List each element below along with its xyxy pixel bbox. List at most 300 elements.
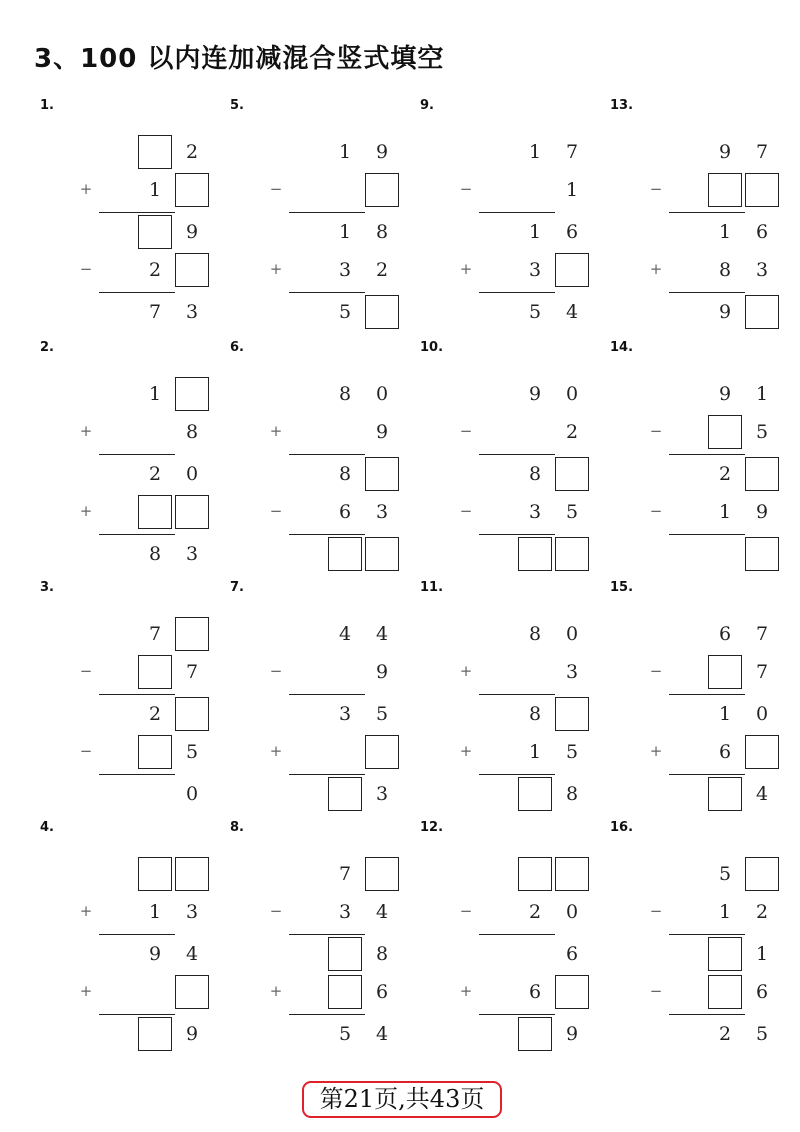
tens-digit: 5 — [718, 863, 732, 885]
ones-digit: 4 — [375, 901, 389, 923]
ones-answer-box[interactable] — [745, 735, 779, 769]
ones-digit: 0 — [565, 901, 579, 923]
ones-digit: 3 — [185, 901, 199, 923]
result-line — [479, 1014, 555, 1015]
equation-row — [78, 654, 218, 690]
ones-answer-box[interactable] — [555, 975, 589, 1009]
ones-digit: 2 — [375, 259, 389, 281]
ones-digit: 1 — [755, 383, 769, 405]
problem-1 — [40, 98, 230, 338]
equation-row — [458, 894, 598, 930]
equation-row — [268, 974, 408, 1010]
ones-answer-box[interactable] — [175, 857, 209, 891]
ones-digit: 7 — [565, 141, 579, 163]
tens-digit — [328, 655, 362, 689]
result-line — [289, 774, 365, 775]
equation-row — [268, 134, 408, 170]
result-line — [669, 774, 745, 775]
problem-7 — [230, 580, 420, 820]
equation-row — [648, 936, 788, 972]
tens-digit: 1 — [338, 141, 352, 163]
result-line — [289, 212, 365, 213]
equation-row — [268, 294, 408, 330]
ones-digit: 1 — [755, 943, 769, 965]
result-line — [479, 934, 555, 935]
tens-answer-box[interactable] — [328, 937, 362, 971]
problem-3 — [40, 580, 230, 820]
ones-answer-box[interactable] — [175, 975, 209, 1009]
result-line — [669, 454, 745, 455]
tens-answer-box[interactable] — [328, 537, 362, 571]
tens-digit: 8 — [528, 703, 542, 725]
equation-row — [268, 616, 408, 652]
tens-digit: 1 — [528, 221, 542, 243]
result-line — [479, 774, 555, 775]
ones-digit: 8 — [375, 221, 389, 243]
tens-answer-box[interactable] — [138, 1017, 172, 1051]
ones-answer-box[interactable] — [555, 253, 589, 287]
ones-digit: 6 — [565, 943, 579, 965]
equation-row — [648, 894, 788, 930]
tens-answer-box[interactable] — [708, 655, 742, 689]
equation-row — [78, 856, 218, 892]
tens-digit: 8 — [718, 259, 732, 281]
result-line — [99, 934, 175, 935]
equation-row — [458, 974, 598, 1010]
tens-digit: 9 — [148, 943, 162, 965]
ones-digit: 0 — [185, 783, 199, 805]
ones-answer-box[interactable] — [365, 457, 399, 491]
result-line — [99, 212, 175, 213]
tens-digit — [708, 537, 742, 571]
result-line — [99, 1014, 175, 1015]
ones-digit: 4 — [375, 1023, 389, 1045]
ones-answer-box[interactable] — [365, 857, 399, 891]
problem-number: 3. — [40, 580, 54, 595]
ones-digit: 4 — [755, 783, 769, 805]
equation-row — [458, 856, 598, 892]
tens-digit — [518, 655, 552, 689]
problem-number: 9. — [420, 98, 434, 113]
ones-digit: 5 — [755, 1023, 769, 1045]
ones-digit: 7 — [755, 141, 769, 163]
problem-number: 10. — [420, 340, 444, 355]
tens-answer-box[interactable] — [138, 495, 172, 529]
tens-answer-box[interactable] — [138, 857, 172, 891]
tens-answer-box[interactable] — [708, 415, 742, 449]
problem-number: 12. — [420, 820, 444, 835]
result-line — [289, 454, 365, 455]
tens-digit: 1 — [148, 901, 162, 923]
result-line — [669, 934, 745, 935]
tens-digit: 9 — [718, 141, 732, 163]
operator-sign: + — [269, 982, 283, 1000]
ones-digit: 7 — [755, 623, 769, 645]
tens-digit: 2 — [148, 703, 162, 725]
page-indicator: 第21页,共43页 — [302, 1081, 502, 1118]
ones-digit: 8 — [565, 783, 579, 805]
equation-row — [78, 134, 218, 170]
tens-answer-box[interactable] — [518, 537, 552, 571]
ones-answer-box[interactable] — [175, 697, 209, 731]
equation-row — [648, 376, 788, 412]
equation-row — [78, 616, 218, 652]
tens-digit — [328, 415, 362, 449]
tens-digit: 1 — [718, 901, 732, 923]
equation-row — [78, 1016, 218, 1052]
tens-digit: 8 — [148, 543, 162, 565]
tens-digit: 7 — [338, 863, 352, 885]
equation-row — [458, 252, 598, 288]
result-line — [289, 534, 365, 535]
result-line — [479, 212, 555, 213]
tens-digit: 3 — [338, 901, 352, 923]
equation-row — [648, 294, 788, 330]
tens-digit — [518, 173, 552, 207]
ones-answer-box[interactable] — [175, 377, 209, 411]
equation-row — [78, 734, 218, 770]
tens-digit: 1 — [718, 703, 732, 725]
tens-answer-box[interactable] — [708, 937, 742, 971]
equation-row — [458, 776, 598, 812]
ones-answer-box[interactable] — [365, 173, 399, 207]
operator-sign: + — [269, 422, 283, 440]
tens-digit: 5 — [528, 301, 542, 323]
equation-row — [78, 456, 218, 492]
ones-digit: 9 — [375, 141, 389, 163]
equation-row — [78, 894, 218, 930]
tens-digit: 3 — [528, 501, 542, 523]
tens-digit: 8 — [338, 383, 352, 405]
problem-number: 7. — [230, 580, 244, 595]
tens-answer-box[interactable] — [328, 975, 362, 1009]
problem-14 — [610, 340, 800, 580]
operator-sign: − — [269, 180, 283, 198]
equation-row — [268, 1016, 408, 1052]
tens-digit: 9 — [718, 301, 732, 323]
ones-digit: 7 — [185, 661, 199, 683]
problem-9 — [420, 98, 610, 338]
ones-digit: 9 — [375, 661, 389, 683]
ones-answer-box[interactable] — [175, 253, 209, 287]
operator-sign: − — [459, 180, 473, 198]
tens-digit: 6 — [338, 501, 352, 523]
equation-row — [648, 456, 788, 492]
tens-answer-box[interactable] — [518, 1017, 552, 1051]
operator-sign: − — [269, 662, 283, 680]
ones-digit: 3 — [185, 543, 199, 565]
equation-row — [268, 456, 408, 492]
equation-row — [268, 894, 408, 930]
problem-number: 1. — [40, 98, 54, 113]
tens-digit: 2 — [148, 463, 162, 485]
operator-sign: − — [459, 422, 473, 440]
tens-answer-box[interactable] — [138, 135, 172, 169]
ones-digit: 4 — [185, 943, 199, 965]
ones-digit: 6 — [375, 981, 389, 1003]
ones-digit: 9 — [375, 421, 389, 443]
operator-sign: − — [649, 180, 663, 198]
equation-row — [78, 376, 218, 412]
equation-row — [648, 734, 788, 770]
tens-digit: 5 — [338, 301, 352, 323]
operator-sign: + — [79, 982, 93, 1000]
tens-digit: 2 — [528, 901, 542, 923]
problem-5 — [230, 98, 420, 338]
ones-answer-box[interactable] — [745, 457, 779, 491]
equation-row — [458, 734, 598, 770]
equation-row — [78, 974, 218, 1010]
tens-answer-box[interactable] — [708, 777, 742, 811]
ones-answer-box[interactable] — [555, 457, 589, 491]
operator-sign: − — [459, 502, 473, 520]
tens-digit: 8 — [528, 463, 542, 485]
ones-answer-box[interactable] — [175, 173, 209, 207]
tens-digit: 9 — [718, 383, 732, 405]
result-line — [289, 1014, 365, 1015]
equation-row — [458, 414, 598, 450]
problem-number: 8. — [230, 820, 244, 835]
equation-row — [648, 494, 788, 530]
equation-row — [458, 134, 598, 170]
tens-digit: 1 — [148, 383, 162, 405]
problem-number: 6. — [230, 340, 244, 355]
ones-answer-box[interactable] — [745, 537, 779, 571]
equation-row — [78, 414, 218, 450]
tens-digit: 1 — [718, 501, 732, 523]
equation-row — [268, 172, 408, 208]
equation-row — [78, 696, 218, 732]
ones-digit: 0 — [565, 623, 579, 645]
operator-sign: − — [649, 982, 663, 1000]
operator-sign: + — [649, 742, 663, 760]
equation-row — [458, 616, 598, 652]
result-line — [479, 292, 555, 293]
equation-row — [648, 414, 788, 450]
problem-15 — [610, 580, 800, 820]
equation-row — [648, 214, 788, 250]
result-line — [669, 212, 745, 213]
ones-digit: 5 — [565, 741, 579, 763]
tens-digit: 3 — [338, 703, 352, 725]
tens-digit: 1 — [338, 221, 352, 243]
tens-answer-box[interactable] — [138, 655, 172, 689]
result-line — [669, 1014, 745, 1015]
operator-sign: − — [649, 902, 663, 920]
ones-digit: 5 — [565, 501, 579, 523]
result-line — [479, 694, 555, 695]
equation-row — [648, 974, 788, 1010]
ones-digit: 0 — [565, 383, 579, 405]
ones-answer-box[interactable] — [175, 495, 209, 529]
operator-sign: − — [649, 662, 663, 680]
ones-digit: 6 — [755, 221, 769, 243]
problem-16 — [610, 820, 800, 1060]
equation-row — [78, 252, 218, 288]
ones-answer-box[interactable] — [555, 537, 589, 571]
operator-sign: + — [79, 180, 93, 198]
ones-digit: 1 — [565, 179, 579, 201]
result-line — [289, 694, 365, 695]
ones-answer-box[interactable] — [365, 537, 399, 571]
result-line — [99, 454, 175, 455]
tens-answer-box[interactable] — [708, 173, 742, 207]
result-line — [99, 534, 175, 535]
tens-digit: 7 — [148, 301, 162, 323]
ones-digit: 4 — [375, 623, 389, 645]
equation-row — [458, 456, 598, 492]
operator-sign: − — [269, 502, 283, 520]
problem-number: 2. — [40, 340, 54, 355]
ones-answer-box[interactable] — [365, 735, 399, 769]
operator-sign: + — [79, 422, 93, 440]
equation-row — [648, 654, 788, 690]
problem-number: 4. — [40, 820, 54, 835]
ones-answer-box[interactable] — [555, 697, 589, 731]
tens-digit — [518, 937, 552, 971]
equation-row — [78, 776, 218, 812]
tens-digit: 1 — [148, 179, 162, 201]
operator-sign: + — [269, 742, 283, 760]
equation-row — [268, 414, 408, 450]
operator-sign: − — [459, 902, 473, 920]
operator-sign: + — [459, 662, 473, 680]
result-line — [479, 534, 555, 535]
tens-answer-box[interactable] — [328, 777, 362, 811]
ones-digit: 2 — [185, 141, 199, 163]
tens-answer-box[interactable] — [518, 857, 552, 891]
problem-11 — [420, 580, 610, 820]
tens-digit — [518, 415, 552, 449]
ones-digit: 5 — [185, 741, 199, 763]
tens-digit: 9 — [528, 383, 542, 405]
ones-digit: 3 — [375, 501, 389, 523]
ones-answer-box[interactable] — [365, 295, 399, 329]
ones-digit: 2 — [565, 421, 579, 443]
equation-row — [78, 294, 218, 330]
equation-row — [268, 654, 408, 690]
tens-digit: 2 — [148, 259, 162, 281]
equation-row — [648, 252, 788, 288]
tens-digit: 8 — [338, 463, 352, 485]
operator-sign: − — [649, 502, 663, 520]
equation-row — [78, 214, 218, 250]
equation-row — [458, 696, 598, 732]
equation-row — [648, 776, 788, 812]
ones-answer-box[interactable] — [175, 617, 209, 651]
operator-sign: + — [459, 742, 473, 760]
equation-row — [78, 936, 218, 972]
equation-row — [268, 776, 408, 812]
equation-row — [648, 616, 788, 652]
ones-answer-box[interactable] — [745, 173, 779, 207]
tens-answer-box[interactable] — [138, 215, 172, 249]
operator-sign: + — [79, 502, 93, 520]
problem-number: 5. — [230, 98, 244, 113]
operator-sign: + — [649, 260, 663, 278]
tens-answer-box[interactable] — [708, 975, 742, 1009]
equation-row — [458, 376, 598, 412]
problem-13 — [610, 98, 800, 338]
equation-row — [458, 654, 598, 690]
equation-row — [268, 856, 408, 892]
equation-row — [78, 172, 218, 208]
result-line — [479, 454, 555, 455]
ones-digit: 3 — [185, 301, 199, 323]
equation-row — [458, 494, 598, 530]
ones-digit: 6 — [755, 981, 769, 1003]
ones-digit: 3 — [375, 783, 389, 805]
tens-digit — [328, 173, 362, 207]
tens-digit: 3 — [528, 259, 542, 281]
ones-digit: 4 — [565, 301, 579, 323]
operator-sign: − — [269, 902, 283, 920]
result-line — [669, 534, 745, 535]
tens-answer-box[interactable] — [518, 777, 552, 811]
ones-answer-box[interactable] — [555, 857, 589, 891]
equation-row — [648, 856, 788, 892]
equation-row — [268, 376, 408, 412]
equation-row — [268, 536, 408, 572]
result-line — [289, 934, 365, 935]
equation-row — [458, 214, 598, 250]
equation-row — [648, 536, 788, 572]
tens-digit: 1 — [528, 741, 542, 763]
tens-digit: 3 — [338, 259, 352, 281]
operator-sign: − — [79, 260, 93, 278]
operator-sign: − — [79, 662, 93, 680]
operator-sign: − — [649, 422, 663, 440]
problem-10 — [420, 340, 610, 580]
equation-row — [268, 252, 408, 288]
result-line — [99, 774, 175, 775]
ones-digit: 7 — [755, 661, 769, 683]
problem-number: 15. — [610, 580, 634, 595]
tens-digit — [328, 735, 362, 769]
result-line — [669, 292, 745, 293]
equation-row — [458, 936, 598, 972]
tens-digit: 4 — [338, 623, 352, 645]
problem-number: 16. — [610, 820, 634, 835]
ones-digit: 5 — [375, 703, 389, 725]
equation-row — [648, 696, 788, 732]
ones-digit: 9 — [185, 221, 199, 243]
equation-row — [268, 696, 408, 732]
problem-number: 14. — [610, 340, 634, 355]
result-line — [289, 292, 365, 293]
ones-digit: 5 — [755, 421, 769, 443]
tens-digit: 2 — [718, 1023, 732, 1045]
result-line — [669, 694, 745, 695]
equation-row — [458, 172, 598, 208]
tens-digit — [138, 975, 172, 1009]
ones-digit: 0 — [375, 383, 389, 405]
equation-row — [648, 134, 788, 170]
equation-row — [268, 494, 408, 530]
equation-row — [648, 1016, 788, 1052]
ones-answer-box[interactable] — [745, 295, 779, 329]
tens-answer-box[interactable] — [138, 735, 172, 769]
ones-answer-box[interactable] — [745, 857, 779, 891]
ones-digit: 0 — [185, 463, 199, 485]
operator-sign: + — [269, 260, 283, 278]
tens-digit: 1 — [528, 141, 542, 163]
result-line — [99, 694, 175, 695]
equation-row — [648, 172, 788, 208]
tens-digit: 5 — [338, 1023, 352, 1045]
problem-12 — [420, 820, 610, 1060]
ones-digit: 9 — [755, 501, 769, 523]
